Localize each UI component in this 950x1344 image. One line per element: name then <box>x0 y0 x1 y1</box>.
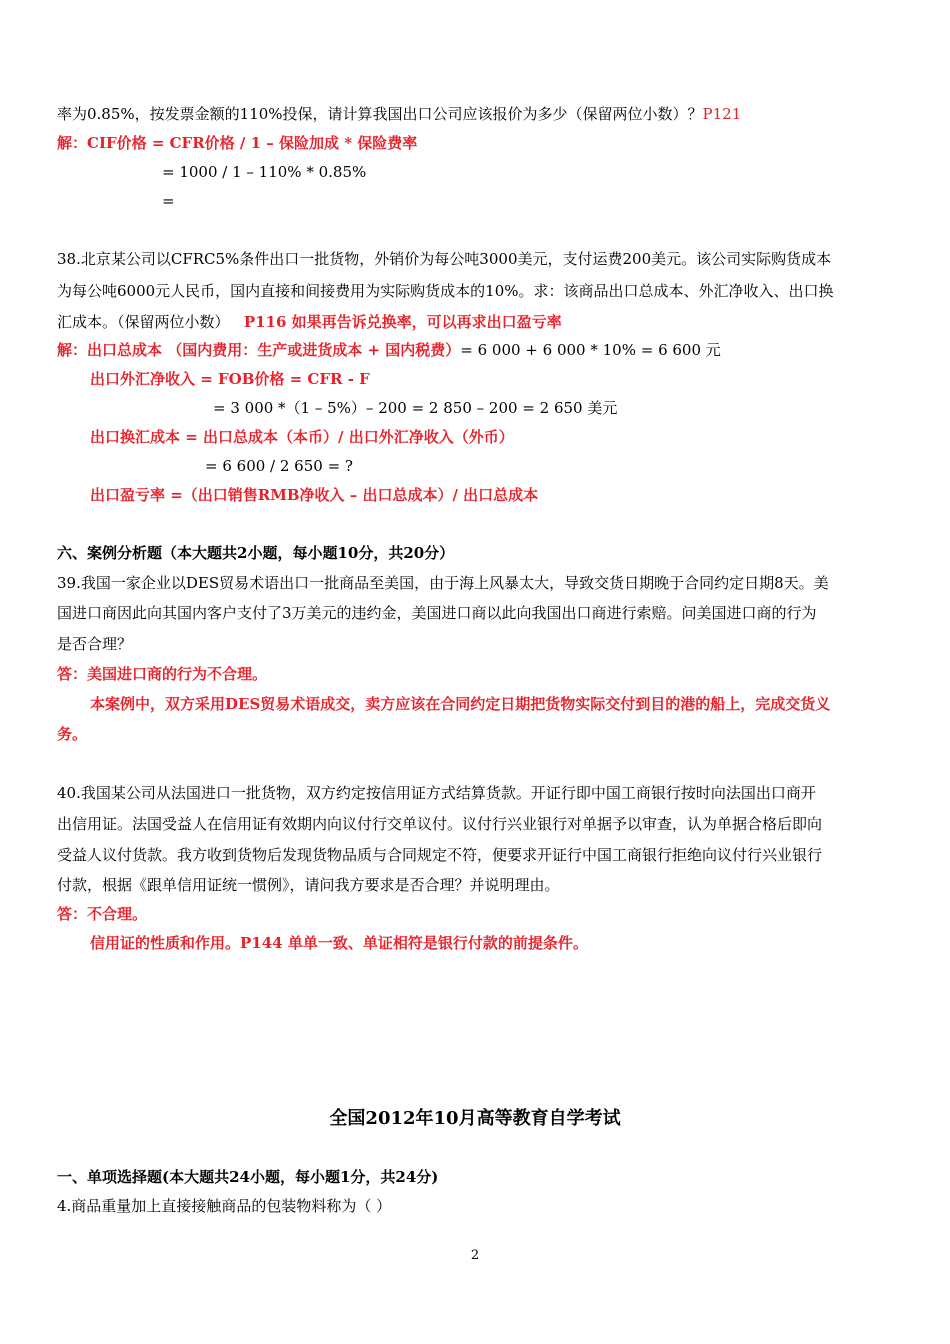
section-heading-multiple-choice: 一、单项选择题(本大题共24小题，每小题1分，共24分) <box>57 1168 439 1186</box>
question-40-line-3: 受益人议付货款。我方收到货物后发现货物品质与合同规定不符，便要求开证行中国工商银行拒绝向议付行兴业银行 <box>57 846 823 864</box>
answer-38-line-6: 出口盈亏率 =（出口销售RMB净收入 – 出口总成本）/ 出口总成本 <box>90 486 539 504</box>
page-reference: P121 <box>702 105 742 123</box>
question-39-line-1: 39.我国一家企业以DES贸易术语出口一批商品至美国，由于海上风暴太大，导致交货日期晚于合同约定日期8天。美 <box>57 574 829 592</box>
question-38-line-3 <box>57 312 895 332</box>
question-4: 4.商品重量加上直接接触商品的包装物料称为（ ） <box>57 1197 392 1215</box>
question-37-continuation <box>57 104 895 124</box>
question-40-line-2: 出信用证。法国受益人在信用证有效期内向议付行交单议付。议付行兴业银行对单据予以审查，认为单据合格后即向 <box>57 815 823 833</box>
question-39-line-3: 是否合理？ <box>57 635 133 653</box>
answer-calculation: = 1000 / 1 – 110% * 0.85% <box>162 163 367 181</box>
answer-calculation: = 6 000 + 6 000 * 10% = 6 600 元 <box>460 341 721 359</box>
answer-formula: 解：CIF价格 = CFR价格 / 1 – 保险加成 * 保险费率 <box>57 134 418 152</box>
exam-title: 全国2012年10月高等教育自学考试 <box>329 1108 621 1129</box>
answer-39-line-1: 答：美国进口商的行为不合理。 <box>57 665 268 683</box>
answer-38-line-4: 出口换汇成本 = 出口总成本（本币）/ 出口外汇净收入（外币） <box>90 428 514 446</box>
answer-39-line-3: 务。 <box>57 725 88 743</box>
answer-40-line-2: 信用证的性质和作用。P144 单单一致、单证相符是银行付款的前提条件。 <box>90 934 588 952</box>
answer-formula: 出口总成本 （国内费用：生产或进货成本 + 国内税费） <box>87 341 461 359</box>
answer-38-line-3: = 3 000 *（1 – 5%）– 200 = 2 850 – 200 = 2 650 美元 <box>213 399 618 417</box>
answer-38-line-5: = 6 600 / 2 650 = ? <box>205 457 353 475</box>
answer-38-line-2: 出口外汇净收入 = FOB价格 = CFR - F <box>90 370 370 388</box>
answer-prefix: 解： <box>57 341 88 359</box>
question-38-line-2: 为每公吨6000元人民币，国内直接和间接费用为实际购货成本的10%。求：该商品出口总成本、外汇净收入、出口换 <box>57 282 834 300</box>
question-39-line-2: 国进口商因此向其国内客户支付了3万美元的违约金，美国进口商以此向我国出口商进行索赔。问美国进口商的行为 <box>57 604 817 622</box>
question-38-line-1: 38.北京某公司以CFRC5%条件出口一批货物，外销价为每公吨3000美元，支付运费200美元。该公司实际购货成本 <box>57 250 832 268</box>
question-text: 汇成本。（保留两位小数） <box>57 313 230 331</box>
question-text: 率为0.85%，按发票金额的110%投保，请计算我国出口公司应该报价为多少（保留两位小数）？ <box>57 105 703 123</box>
answer-38-line-1 <box>57 340 895 360</box>
page-reference-note: P116 如果再告诉兑换率，可以再求出口盈亏率 <box>243 313 562 331</box>
section-heading-case-analysis: 六、案例分析题（本大题共2小题，每小题10分，共20分） <box>57 544 455 562</box>
question-40-line-4: 付款，根据《跟单信用证统一惯例》，请问我方要求是否合理？并说明理由。 <box>57 876 560 894</box>
answer-result: = <box>162 192 175 210</box>
question-40-line-1: 40.我国某公司从法国进口一批货物，双方约定按信用证方式结算货款。开证行即中国工商银行按时向法国出口商开 <box>57 784 816 802</box>
answer-40-line-1: 答：不合理。 <box>57 905 148 923</box>
answer-39-line-2: 本案例中，双方采用DES贸易术语成交，卖方应该在合同约定日期把货物实际交付到目的港的船上，完成交货义 <box>90 695 831 713</box>
page-number: 2 <box>470 1248 480 1263</box>
